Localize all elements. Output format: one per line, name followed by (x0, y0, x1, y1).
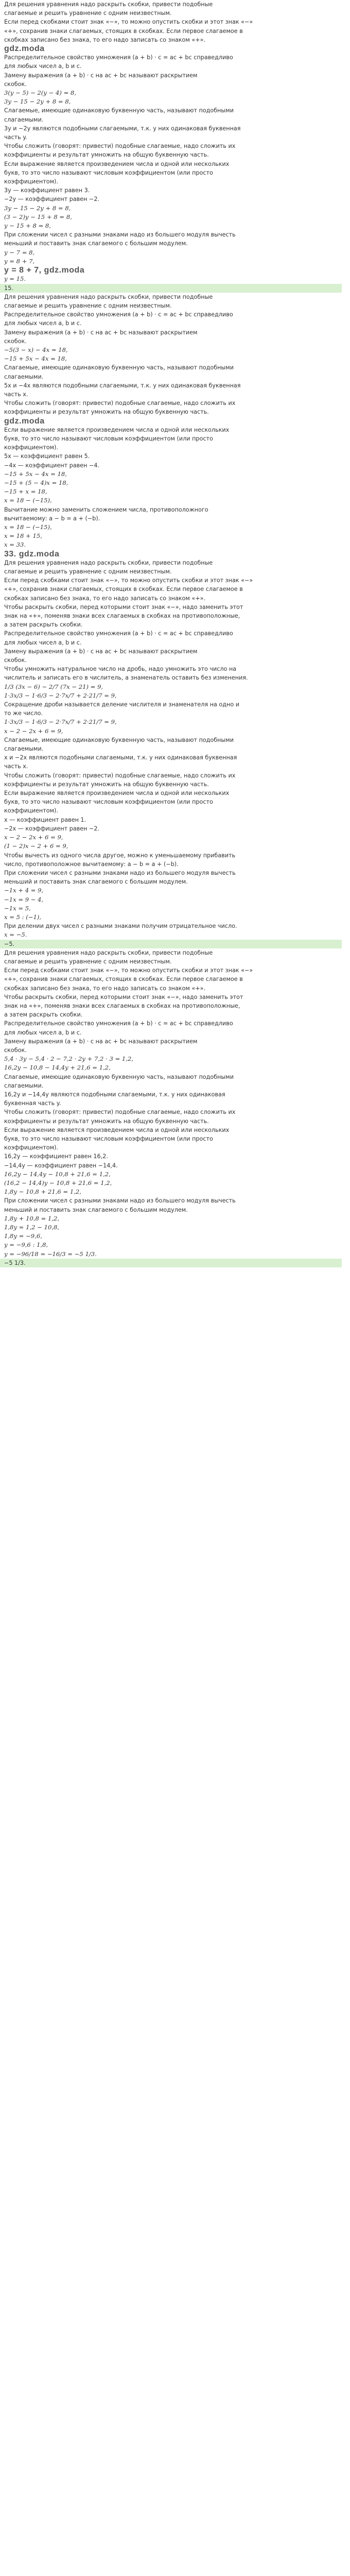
text-line: слагаемыми. (4, 116, 44, 123)
math-line: x − 2 − 2x + 6 = 9, (4, 727, 63, 735)
text-line: скобках записано без знака, то его надо записать со знаком «+». (4, 595, 206, 602)
math-line: 1,8y = 1,2 − 10,8, (4, 1224, 60, 1231)
math-line: y = 15. (4, 275, 26, 283)
math-line: x = 5 : (−1), (4, 913, 42, 921)
text-line: для любых чисел a, b и c. (4, 63, 82, 70)
math-line: −15 + x = 18, (4, 488, 47, 496)
math-line: −1x = 9 − 4, (4, 895, 44, 903)
text-line: скобок. (4, 1046, 27, 1054)
answer-line: −5. (0, 940, 342, 948)
text-line: для любых чисел a, b и c. (4, 320, 82, 327)
text-line: Замену выражения (a + b) · c на ac + bc называют раскрытием (4, 329, 198, 336)
text-line: часть x. (4, 763, 28, 770)
text-line: коэффициентом). (4, 1144, 58, 1151)
text-line: −2y — коэффициент равен −2. (4, 196, 100, 203)
text-line: коэффициентом). (4, 444, 58, 451)
text-line: При сложении чисел с разными знаками надо из большего модуля вычесть (4, 869, 236, 876)
math-line: 1,8y − 10,8 + 21,6 = 1,2, (4, 1188, 81, 1196)
text-line: Распределительное свойство умножения (a + b) · c = ac + bc справедливо (4, 1020, 233, 1027)
text-line: Чтобы сложить (говорят: привести) подобные слагаемые, надо сложить их (4, 400, 236, 407)
math-line: y = 8 + 7, (4, 257, 35, 265)
watermark-line: gdz.moda (4, 416, 45, 426)
math-line: y = −9,6 : 1,8, (4, 1241, 48, 1249)
watermark-line: gdz.moda (4, 44, 45, 54)
text-line: коэффициенты и результат умножить на общую буквенную часть. (4, 409, 209, 416)
text-line: −2x — коэффициент равен −2. (4, 825, 100, 832)
text-line: букв, то это число называют числовым коэффициентом (или просто (4, 799, 213, 806)
text-line: «+», сохранив знаки слагаемых, стоящих в скобках. Если первое слагаемое в (4, 586, 243, 593)
text-line: 16,2y и −14,4y являются подобными слагаемыми, т.к. у них одинаковая (4, 1091, 225, 1098)
text-line: меньший и поставить знак слагаемого с большим модулем. (4, 878, 188, 886)
math-line: x − 2 − 2x + 6 = 9, (4, 834, 63, 841)
text-line: −14,4y — коэффициент равен −14,4. (4, 1162, 118, 1169)
text-line: для любых чисел a, b и c. (4, 1029, 82, 1036)
text-line: При делении двух чисел с разными знаками получим отрицательное число. (4, 923, 237, 930)
text-line: число, противоположное вычитаемому: a − b = a + (−b). (4, 860, 179, 868)
text-line: слагаемыми. (4, 1082, 44, 1089)
text-line: Если перед скобками стоит знак «−», то можно опустить скобки и этот знак «−» (4, 577, 253, 584)
math-line: −1x = 5, (4, 904, 31, 912)
math-line: (1 − 2)x − 2 + 6 = 9, (4, 842, 68, 850)
text-line: Чтобы сложить (говорят: привести) подобные слагаемые, надо сложить их (4, 1109, 236, 1116)
text-line: 5x и −4x являются подобными слагаемыми, т.к. у них одинаковая буквенная (4, 382, 241, 389)
math-line: −5(3 − x) − 4x = 18, (4, 346, 68, 353)
text-line: Чтобы раскрыть скобки, перед которыми стоит знак «−», надо заменить этот (4, 993, 243, 1001)
math-line: 3y − 15 − 2y + 8 = 8, (4, 98, 71, 106)
text-line: 3y — коэффициент равен 3. (4, 187, 90, 194)
text-line: Слагаемые, имеющие одинаковую буквенную часть, называют подобными (4, 1073, 234, 1080)
text-line: часть y. (4, 134, 27, 141)
answer-line: 15. (0, 284, 342, 293)
math-line: 3y − 15 − 2y + 8 = 8, (4, 204, 71, 212)
math-line: (3 − 2)y − 15 + 8 = 8, (4, 213, 72, 221)
text-line: скобках записано без знака, то его надо записать со знаком «+». (4, 985, 206, 992)
text-line: скобок. (4, 337, 27, 345)
text-line: Слагаемые, имеющие одинаковую буквенную часть, называют подобными (4, 107, 234, 114)
text-line: вычитаемому: a − b = a + (−b). (4, 515, 100, 522)
text-line: 5x — коэффициент равен 5. (4, 453, 90, 460)
text-line: Если выражение является произведением числа и одной или нескольких (4, 160, 230, 167)
text-line: коэффициенты и результат умножить на общую буквенную часть. (4, 151, 209, 159)
math-line: 3(y − 5) − 2(y − 4) = 8, (4, 89, 77, 97)
text-line: коэффициенты и результат умножить на общую буквенную часть. (4, 781, 209, 788)
math-line: 16,2y − 10,8 − 14,4y + 21,6 = 1,2, (4, 1064, 111, 1072)
text-line: «+», сохранив знаки слагаемых, стоящих в скобках. Если первое слагаемое в (4, 976, 243, 983)
solution-document (0, 0, 342, 1267)
math-line: −15 + 5x − 4x = 18, (4, 470, 67, 478)
math-line: y − 15 + 8 = 8, (4, 222, 51, 230)
text-line: слагаемыми. (4, 745, 44, 753)
text-line: числитель и записать его в числитель, а знаменатель оставить без изменения. (4, 674, 248, 682)
text-line: Замену выражения (a + b) · c на ac + bc называют раскрытием (4, 648, 198, 655)
text-line: Если выражение является произведением числа и одной или нескольких (4, 426, 230, 433)
math-line: x = 18 + 15, (4, 532, 42, 540)
text-line: знак на «+», поменяв знаки всех слагаемых в скобках на противоположные, (4, 1002, 240, 1009)
text-line: коэффициентом). (4, 178, 58, 185)
watermark-line: 33. gdz.moda (4, 549, 60, 558)
text-line: Для решения уравнения надо раскрыть скобки, привести подобные (4, 1, 213, 8)
text-line: а затем раскрыть скобки. (4, 1011, 83, 1019)
text-line: Чтобы умножить натуральное число на дробь, надо умножить это число на (4, 666, 237, 673)
text-line: Если перед скобками стоит знак «−», то можно опустить скобки и этот знак «−» (4, 967, 253, 974)
text-line: скобках записано без знака, то его надо записать со знаком «+». (4, 36, 206, 43)
text-line: слагаемые и решить уравнение с одним неизвестным. (4, 10, 172, 17)
text-line: скобок. (4, 80, 27, 88)
math-line: 1·3x/3 − 1·6/3 − 2·7x/7 + 2·21/7 = 9, (4, 691, 117, 699)
text-line: Распределительное свойство умножения (a + b) · c = ac + bc справедливо (4, 311, 233, 318)
text-line: 3y и −2y являются подобными слагаемыми, т.к. у них одинаковая буквенная (4, 125, 241, 132)
text-line: Распределительное свойство умножения (a + b) · c = ac + bc справедливо (4, 630, 233, 637)
text-line: x — коэффициент равен 1. (4, 816, 86, 823)
text-line: Если выражение является произведением числа и одной или нескольких (4, 790, 230, 797)
text-line: буквенная часть y. (4, 1100, 61, 1107)
text-line: Если выражение является произведением числа и одной или нескольких (4, 1126, 230, 1133)
text-line: коэффициентом). (4, 807, 58, 815)
answer-line: −5 1/3. (0, 1259, 342, 1267)
math-line: x = 18 − (−15), (4, 497, 52, 504)
text-line: Слагаемые, имеющие одинаковую буквенную часть, называют подобными (4, 364, 234, 371)
math-line: −1x + 4 = 9, (4, 887, 44, 894)
text-line: знак на «+», поменяв знаки всех слагаемых в скобках на противоположные, (4, 613, 240, 620)
text-line: Распределительное свойство умножения (a + b) · c = ac + bc справедливо (4, 54, 233, 61)
math-line: 1/3 (3x − 6) − 2/7 (7x − 21) = 9, (4, 683, 103, 690)
math-line: x = 18 − (−15), (4, 523, 52, 531)
math-line: x = −5. (4, 931, 27, 939)
text-line: скобок. (4, 657, 27, 664)
text-line: слагаемыми. (4, 373, 44, 380)
text-line: меньший и поставить знак слагаемого с большим модулем. (4, 240, 188, 247)
math-line: 1,8y + 10,8 = 1,2, (4, 1214, 60, 1222)
text-line: Чтобы сложить (говорят: привести) подобные слагаемые, надо сложить их (4, 143, 236, 150)
math-line: x = 33. (4, 541, 26, 549)
text-line: Чтобы вычесть из одного числа другое, можно к уменьшаемому прибавить (4, 852, 236, 859)
math-line: 5,4 · 3y − 5,4 · 2 − 7,2 · 2y + 7,2 · 3 = 1,2, (4, 1055, 134, 1063)
text-line: Для решения уравнения надо раскрыть скобки, привести подобные (4, 293, 213, 300)
text-line: x и −2x являются подобными слагаемыми, т.к. у них одинаковая буквенная (4, 754, 237, 761)
text-line: «+», сохранив знаки слагаемых, стоящих в скобках. Если первое слагаемое в (4, 27, 243, 35)
text-line: −4x — коэффициент равен −4. (4, 462, 100, 469)
text-line: Если перед скобками стоит знак «−», то можно опустить скобки и этот знак «−» (4, 19, 253, 26)
text-line: Сокращение дроби называется деление числителя и знаменателя на одно и (4, 701, 239, 708)
text-line: 16,2y — коэффициент равен 16,2. (4, 1153, 108, 1160)
math-line: y = −96/18 = −16/3 = −5 1/3. (4, 1250, 97, 1258)
text-line: Для решения уравнения надо раскрыть скобки, привести подобные (4, 949, 213, 956)
text-line: слагаемые и решить уравнение с одним неизвестным. (4, 958, 172, 965)
text-line: слагаемые и решить уравнение с одним неизвестным. (4, 568, 172, 575)
text-line: Вычитание можно заменить сложением числа, противоположного (4, 506, 208, 513)
math-line: −15 + (5 − 4)x = 18, (4, 479, 68, 486)
math-line: y − 7 = 8, (4, 248, 35, 256)
text-line: а затем раскрыть скобки. (4, 621, 83, 629)
math-line: 1·3x/3 − 1·6/3 − 2·7x/7 + 2·21/7 = 9, (4, 718, 117, 726)
watermark-line: y = 8 + 7, gdz.moda (4, 266, 85, 275)
text-line: часть x. (4, 391, 28, 398)
math-line: 16,2y − 14,4y − 10,8 + 21,6 = 1,2, (4, 1170, 111, 1178)
text-line: то же число. (4, 710, 43, 717)
text-line: Замену выражения (a + b) · c на ac + bc называют раскрытием (4, 72, 198, 79)
text-line: Чтобы раскрыть скобки, перед которыми стоит знак «−», надо заменить этот (4, 603, 243, 611)
text-line: меньший и поставить знак слагаемого с большим модулем. (4, 1206, 188, 1213)
math-line: −15 + 5x − 4x = 18, (4, 355, 67, 363)
text-line: букв, то это число называют числовым коэффициентом (или просто (4, 169, 213, 176)
math-line: 1,8y = −9,6, (4, 1232, 42, 1240)
text-line: Для решения уравнения надо раскрыть скобки, привести подобные (4, 559, 213, 566)
text-line: Слагаемые, имеющие одинаковую буквенную часть, называют подобными (4, 736, 234, 743)
text-line: коэффициенты и результат умножить на общую буквенную часть. (4, 1117, 209, 1125)
text-line: При сложении чисел с разными знаками надо из большего модуля вычесть (4, 1197, 236, 1205)
text-line: Чтобы сложить (говорят: привести) подобные слагаемые, надо сложить их (4, 772, 236, 779)
text-line: При сложении чисел с разными знаками надо из большего модуля вычесть (4, 231, 236, 239)
text-line: Замену выражения (a + b) · c на ac + bc называют раскрытием (4, 1038, 198, 1045)
math-line: (16,2 − 14,4)y − 10,8 + 21,6 = 1,2, (4, 1179, 112, 1187)
text-line: букв, то это число называют числовым коэффициентом (или просто (4, 1136, 213, 1142)
text-line: для любых чисел a, b и c. (4, 639, 82, 646)
text-line: слагаемые и решить уравнение с одним неизвестным. (4, 302, 172, 309)
text-line: букв, то это число называют числовым коэффициентом (или просто (4, 435, 213, 442)
